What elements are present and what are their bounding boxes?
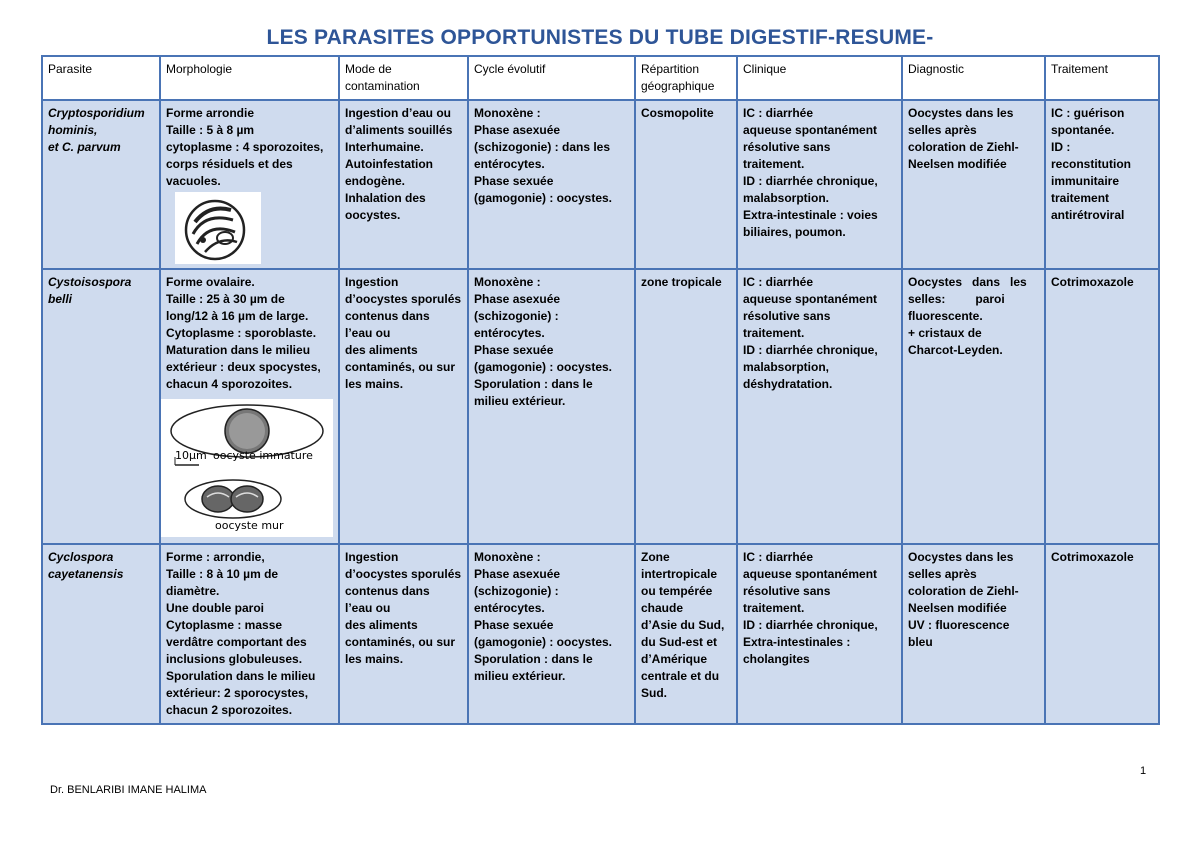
cell-line: Charcot-Leyden. xyxy=(908,343,1003,357)
cell-cycle xyxy=(468,544,635,724)
cell-line: Cotrimoxazole xyxy=(1051,275,1134,289)
cell-line: milieu extérieur. xyxy=(474,394,566,408)
cell-line: Phase sexuée xyxy=(474,174,554,188)
cell-line: malabsorption, xyxy=(743,360,830,374)
cell-line: (gamogonie) : oocystes. xyxy=(474,360,613,374)
cell-line: milieu extérieur. xyxy=(474,669,566,683)
header-morphologie: Morphologie xyxy=(160,56,339,100)
page-title: LES PARASITES OPPORTUNISTES DU TUBE DIGESTIF-RESUME- xyxy=(266,26,934,49)
cell-line: intertropicale xyxy=(641,567,718,581)
cell-line: spontanée. xyxy=(1051,123,1115,137)
table-row xyxy=(42,544,1159,724)
cell-line: Monoxène : xyxy=(474,106,541,120)
header-traitement: Traitement xyxy=(1045,56,1159,100)
cell-line: Taille : 25 à 30 µm de xyxy=(166,292,285,306)
cell-line: Sud. xyxy=(641,686,667,700)
cell-line: Neelsen modifiée xyxy=(908,157,1007,171)
header-repartition: Répartition géographique xyxy=(635,56,737,100)
cell-line: Forme ovalaire. xyxy=(166,275,255,289)
cell-line: coloration de Ziehl- xyxy=(908,584,1019,598)
cell-line: traitement. xyxy=(743,157,805,171)
cell-line: IC : diarrhée xyxy=(743,275,814,289)
cell-diagnostic xyxy=(902,544,1045,724)
cell-line: (schizogonie) : xyxy=(474,584,559,598)
cell-line: diamètre. xyxy=(166,584,220,598)
cell-line: bleu xyxy=(908,635,933,649)
cell-line: Inhalation des xyxy=(345,191,426,205)
cell-line: aqueuse spontanément xyxy=(743,567,878,581)
cell-mode xyxy=(339,100,468,269)
cell-line: résolutive sans xyxy=(743,584,831,598)
cell-line: d’aliments souillés xyxy=(345,123,453,137)
cell-line: immunitaire xyxy=(1051,174,1120,188)
cell-line: selles après xyxy=(908,567,977,581)
cell-line: des aliments xyxy=(345,618,418,632)
cell-line: Cytoplasme : sporoblaste. xyxy=(166,326,317,340)
cell-line: Sporulation : dans le xyxy=(474,377,593,391)
cell-line: + cristaux de xyxy=(908,326,982,340)
cell-cycle xyxy=(468,100,635,269)
cell-line: Phase asexuée xyxy=(474,567,561,581)
immature-oocyst-label: oocyste immature xyxy=(213,449,313,462)
cell-line: contaminés, ou sur xyxy=(345,635,456,649)
cell-line: UV : fluorescence xyxy=(908,618,1010,632)
cell-line: vacuoles. xyxy=(166,174,221,188)
cell-morphologie xyxy=(160,100,339,269)
cell-line: (gamogonie) : oocystes. xyxy=(474,191,613,205)
cell-repartition xyxy=(635,544,737,724)
cell-line: résolutive sans xyxy=(743,309,831,323)
cell-line: l’eau ou xyxy=(345,326,391,340)
cell-morphologie xyxy=(160,544,339,724)
cell-line: endogène. xyxy=(345,174,406,188)
cell-line: d’Asie du Sud, xyxy=(641,618,725,632)
cell-line: Cyclospora xyxy=(48,550,114,564)
cell-line: contaminés, ou sur xyxy=(345,360,456,374)
cell-line: les mains. xyxy=(345,377,404,391)
cell-morphologie xyxy=(160,269,339,544)
cell-line: Neelsen modifiée xyxy=(908,601,1007,615)
cell-line: aqueuse spontanément xyxy=(743,123,878,137)
header-parasite: Parasite xyxy=(42,56,160,100)
cell-line: Cytoplasme : masse xyxy=(166,618,283,632)
cell-mode xyxy=(339,269,468,544)
cell-line: résolutive sans xyxy=(743,140,831,154)
cell-line: inclusions globuleuses. xyxy=(166,652,303,666)
cell-line: Monoxène : xyxy=(474,275,541,289)
cell-line: antirétroviral xyxy=(1051,208,1125,222)
cell-line: les mains. xyxy=(345,652,404,666)
cell-line: chacun 2 sporozoites. xyxy=(166,703,293,717)
cell-line: entérocytes. xyxy=(474,601,545,615)
cell-line: cayetanensis xyxy=(48,567,124,581)
cell-line: Phase sexuée xyxy=(474,343,554,357)
cell-line: IC : diarrhée xyxy=(743,550,814,564)
cell-line: selles après xyxy=(908,123,977,137)
cell-line: coloration de Ziehl- xyxy=(908,140,1019,154)
author-footer: Dr. BENLARIBI IMANE HALIMA xyxy=(50,784,207,796)
cell-line: extérieur : deux spocystes, xyxy=(166,360,321,374)
cell-line: Phase asexuée xyxy=(474,123,561,137)
cell-line: verdâtre comportant des xyxy=(166,635,307,649)
cell-line: Forme : arrondie, xyxy=(166,550,265,564)
cell-line: Maturation dans le milieu xyxy=(166,343,311,357)
cell-line: Extra-intestinale : voies xyxy=(743,208,878,222)
cell-line: ID : diarrhée chronique, xyxy=(743,174,878,188)
mature-oocyst-label: oocyste mur xyxy=(215,519,284,532)
cell-line: centrale et du xyxy=(641,669,720,683)
cell-line: Taille : 5 à 8 µm xyxy=(166,123,255,137)
cell-line: selles: paroi xyxy=(908,292,1005,306)
table-row xyxy=(42,100,1159,269)
header-cycle: Cycle évolutif xyxy=(468,56,635,100)
cell-line: IC : diarrhée xyxy=(743,106,814,120)
cell-diagnostic xyxy=(902,269,1045,544)
cell-line: cytoplasme : 4 sporozoites, xyxy=(166,140,324,154)
cell-line: zone tropicale xyxy=(641,275,722,289)
cell-line: contenus dans xyxy=(345,309,430,323)
cell-line: ID : diarrhée chronique, xyxy=(743,618,878,632)
cell-line: Taille : 8 à 10 µm de xyxy=(166,567,279,581)
cell-line: Phase asexuée xyxy=(474,292,561,306)
cell-line: Autoinfestation xyxy=(345,157,433,171)
cell-line: traitement. xyxy=(743,601,805,615)
header-diagnostic: Diagnostic xyxy=(902,56,1045,100)
cell-traitement xyxy=(1045,544,1159,724)
cell-line: d’oocystes sporulés xyxy=(345,292,462,306)
cell-line: et C. parvum xyxy=(48,140,121,154)
cell-line: Oocystes dans les xyxy=(908,550,1014,564)
cell-line: Sporulation dans le milieu xyxy=(166,669,316,683)
cell-clinique xyxy=(737,269,902,544)
cell-line: (schizogonie) : xyxy=(474,309,559,323)
cell-line: déshydratation. xyxy=(743,377,833,391)
cell-line: contenus dans xyxy=(345,584,430,598)
cell-repartition xyxy=(635,269,737,544)
scale-label: 10µm xyxy=(175,449,207,462)
page-number: 1 xyxy=(1140,765,1147,777)
cell-line: Extra-intestinales : xyxy=(743,635,851,649)
cell-line: IC : guérison xyxy=(1051,106,1125,120)
cell-line: Cryptosporidium xyxy=(48,106,145,120)
header-mode: Mode de contamination xyxy=(339,56,468,100)
cell-traitement xyxy=(1045,100,1159,269)
cell-line: (gamogonie) : oocystes. xyxy=(474,635,613,649)
cell-clinique xyxy=(737,100,902,269)
cell-line: long/12 à 16 µm de large. xyxy=(166,309,309,323)
cell-line: corps résiduels et des xyxy=(166,157,293,171)
cell-line: Ingestion xyxy=(345,275,399,289)
cell-line: ID : xyxy=(1051,140,1071,154)
cell-line: aqueuse spontanément xyxy=(743,292,878,306)
cystoisospora-oocyst-figure xyxy=(161,399,333,537)
table-row xyxy=(42,269,1159,544)
cell-line: des aliments xyxy=(345,343,418,357)
cell-line: Une double paroi xyxy=(166,601,265,615)
cell-line: belli xyxy=(48,292,73,306)
cell-diagnostic xyxy=(902,100,1045,269)
cell-line: Forme arrondie xyxy=(166,106,255,120)
cell-line: Oocystes dans les xyxy=(908,275,1027,289)
cell-line: Zone xyxy=(641,550,670,564)
cell-line: biliaires, poumon. xyxy=(743,225,846,239)
cell-line: l’eau ou xyxy=(345,601,391,615)
cell-line: extérieur: 2 sporocystes, xyxy=(166,686,309,700)
header-clinique: Clinique xyxy=(737,56,902,100)
cell-line: fluorescente. xyxy=(908,309,983,323)
cell-parasite xyxy=(42,100,160,269)
cell-line: oocystes. xyxy=(345,208,401,222)
cell-traitement xyxy=(1045,269,1159,544)
cell-line: Oocystes dans les xyxy=(908,106,1014,120)
cryptosporidium-oocyst-figure xyxy=(175,192,261,264)
cell-line: cholangites xyxy=(743,652,810,666)
cell-line: Cotrimoxazole xyxy=(1051,550,1134,564)
cell-line: ou tempérée xyxy=(641,584,713,598)
cell-line: Sporulation : dans le xyxy=(474,652,593,666)
cell-line: traitement. xyxy=(743,326,805,340)
cell-mode xyxy=(339,544,468,724)
cell-repartition xyxy=(635,100,737,269)
summary-table xyxy=(41,55,1160,725)
cell-line: reconstitution xyxy=(1051,157,1131,171)
cell-line: Interhumaine. xyxy=(345,140,424,154)
cell-line: d’oocystes sporulés xyxy=(345,567,462,581)
cell-line: Phase sexuée xyxy=(474,618,554,632)
cell-parasite xyxy=(42,544,160,724)
cell-line: ID : diarrhée chronique, xyxy=(743,343,878,357)
cell-line: chacun 4 sporozoites. xyxy=(166,377,293,391)
cell-line: entérocytes. xyxy=(474,326,545,340)
cell-parasite xyxy=(42,269,160,544)
cell-line: Cosmopolite xyxy=(641,106,714,120)
cell-line: Ingestion xyxy=(345,550,399,564)
cell-line: hominis, xyxy=(48,123,98,137)
cell-line: (schizogonie) : dans les xyxy=(474,140,611,154)
cell-clinique xyxy=(737,544,902,724)
cell-line: Monoxène : xyxy=(474,550,541,564)
cell-line: chaude xyxy=(641,601,684,615)
cell-cycle xyxy=(468,269,635,544)
cell-line: Ingestion d’eau ou xyxy=(345,106,452,120)
cell-line: entérocytes. xyxy=(474,157,545,171)
cell-line: traitement xyxy=(1051,191,1110,205)
cell-line: du Sud-est et xyxy=(641,635,718,649)
cell-line: Cystoisospora xyxy=(48,275,132,289)
header-row xyxy=(42,56,1159,100)
cell-line: malabsorption. xyxy=(743,191,830,205)
cell-line: d’Amérique xyxy=(641,652,708,666)
